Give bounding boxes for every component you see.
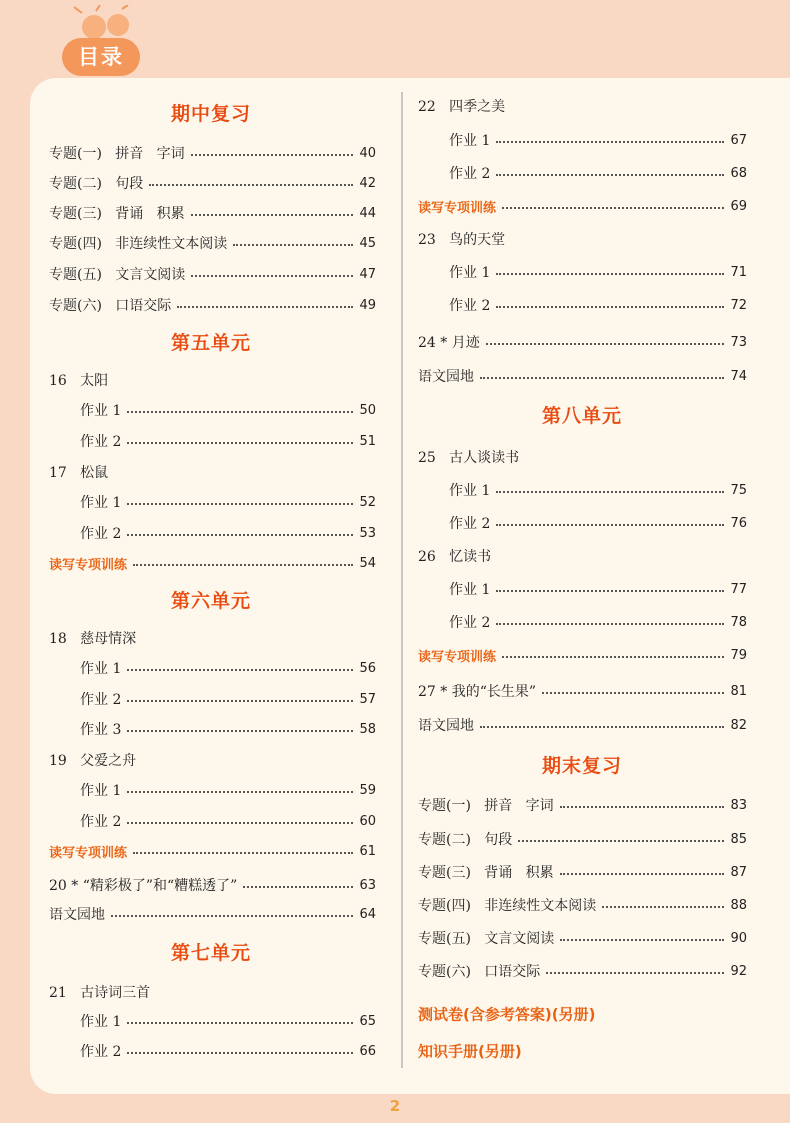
page-ref: 76 (730, 515, 747, 531)
lesson-title (418, 445, 747, 469)
page-ref: 85 (730, 831, 747, 847)
toc-entry (80, 429, 376, 453)
page-ref: 40 (359, 145, 376, 161)
entry-label: 专题(一) 拼音 字词 (418, 798, 554, 814)
toc-entry (80, 1039, 376, 1063)
entry-label: 作业 2 (80, 526, 122, 542)
page-ref: 57 (359, 691, 376, 707)
entry-label: 作业 1 (449, 483, 491, 499)
lesson-title (49, 748, 376, 772)
dot-leader (127, 1052, 353, 1054)
entry-label: 专题(五) 文言文阅读 (49, 267, 186, 283)
dot-leader (496, 141, 724, 143)
toc-entry (418, 194, 747, 218)
dot-leader (602, 906, 724, 908)
entry-label: 22 四季之美 (418, 99, 506, 115)
entry-label: 25 古人谈读书 (418, 450, 520, 466)
toc-entry (449, 128, 747, 152)
toc-entry (80, 1009, 376, 1033)
dot-leader (496, 524, 724, 526)
dot-leader (546, 972, 724, 974)
entry-label: 专题(二) 句段 (49, 176, 144, 192)
toc-entry (449, 161, 747, 185)
entry-label: 专题(六) 口语交际 (418, 964, 541, 980)
page-ref: 71 (730, 264, 747, 280)
page-ref: 61 (359, 843, 376, 859)
page-ref: 65 (359, 1013, 376, 1029)
entry-label: 专题(六) 口语交际 (49, 298, 172, 314)
entry-label: 作业 1 (80, 661, 122, 677)
toc-entry (418, 330, 747, 354)
page-ref: 69 (730, 198, 747, 214)
lesson-title (49, 626, 376, 650)
page-ref: 59 (359, 782, 376, 798)
entry-label: 作业 1 (449, 133, 491, 149)
entry-label: 18 慈母情深 (49, 631, 137, 647)
toc-entry (418, 713, 747, 737)
toc-entry (449, 293, 747, 317)
page-ref: 72 (730, 297, 747, 313)
page-ref: 53 (359, 525, 376, 541)
entry-label: 作业 2 (80, 814, 122, 830)
toc-entry (49, 839, 376, 863)
toc-entry (49, 231, 376, 255)
toc-entry (449, 610, 747, 634)
toc-entry (418, 860, 747, 884)
dot-leader (496, 174, 724, 176)
dot-leader (496, 623, 724, 625)
toc-entry (49, 262, 376, 286)
section-heading: 第五单元 (170, 332, 251, 354)
page-ref: 79 (730, 647, 747, 663)
entry-label: 21 古诗词三首 (49, 985, 151, 1001)
page-ref: 54 (359, 555, 376, 571)
dot-leader (133, 852, 353, 854)
dot-leader (496, 273, 724, 275)
entry-label: 语文园地 (418, 718, 474, 734)
entry-label: 作业 2 (80, 692, 122, 708)
dot-leader (560, 873, 725, 875)
supplement-entry: 测试卷(含参考答案)(另册) (418, 1005, 596, 1024)
dot-leader (480, 377, 724, 379)
dot-leader (243, 886, 353, 888)
toc-entry (418, 679, 747, 703)
page-ref: 83 (730, 797, 747, 813)
dot-leader (518, 840, 724, 842)
entry-label: 作业 1 (449, 582, 491, 598)
dot-leader (127, 700, 353, 702)
entry-label: 16 太阳 (49, 373, 109, 389)
toc-entry (80, 687, 376, 711)
dot-leader (149, 184, 353, 186)
entry-label: 作业 2 (449, 615, 491, 631)
toc-entry (49, 551, 376, 575)
entry-label: 作业 1 (80, 783, 122, 799)
page-ref: 67 (730, 132, 747, 148)
column-divider (401, 92, 403, 1068)
page-ref: 51 (359, 433, 376, 449)
toc-entry (418, 827, 747, 851)
entry-label: 27 * 我的“长生果” (418, 684, 537, 700)
toc-entry (80, 717, 376, 741)
entry-label: 专题(二) 句段 (418, 832, 513, 848)
toc-entry (418, 926, 747, 950)
page-ref: 64 (359, 906, 376, 922)
page-ref: 82 (730, 717, 747, 733)
entry-label: 19 父爱之舟 (49, 753, 137, 769)
dot-leader (542, 692, 724, 694)
toc-entry (80, 809, 376, 833)
entry-label: 作业 3 (80, 722, 122, 738)
page-ref: 87 (730, 864, 747, 880)
dot-leader (496, 590, 724, 592)
entry-label: 作业 1 (80, 1014, 122, 1030)
toc-entry (49, 171, 376, 195)
section-heading: 期中复习 (170, 103, 251, 125)
dot-leader (502, 207, 724, 209)
entry-label: 读写专项训练 (49, 557, 128, 573)
dot-leader (127, 442, 353, 444)
dot-leader (133, 564, 353, 566)
lesson-title (49, 460, 376, 484)
entry-label: 作业 2 (80, 1044, 122, 1060)
page-ref: 78 (730, 614, 747, 630)
dot-leader (191, 154, 354, 156)
entry-label: 作业 2 (449, 516, 491, 532)
page-ref: 42 (359, 175, 376, 191)
dot-leader (127, 730, 353, 732)
dot-leader (111, 915, 353, 917)
dot-leader (480, 726, 724, 728)
page-ref: 49 (359, 297, 376, 313)
entry-label: 作业 2 (80, 434, 122, 450)
toc-entry (449, 478, 747, 502)
page-ref: 50 (359, 402, 376, 418)
toc-entry (418, 643, 747, 667)
toc-entry (449, 260, 747, 284)
page-ref: 77 (730, 581, 747, 597)
toc-entry (449, 511, 747, 535)
entry-label: 作业 2 (449, 166, 491, 182)
page-ref: 60 (359, 813, 376, 829)
entry-label: 24 * 月迹 (418, 335, 480, 351)
page-ref: 68 (730, 165, 747, 181)
lesson-title (418, 94, 747, 118)
entry-label: 作业 2 (449, 298, 491, 314)
lesson-title (418, 227, 747, 251)
entry-label: 作业 1 (80, 495, 122, 511)
page-number: 2 (389, 1097, 401, 1115)
toc-entry (49, 201, 376, 225)
dot-leader (496, 306, 724, 308)
page-ref: 90 (730, 930, 747, 946)
page-ref: 74 (730, 368, 747, 384)
page-ref: 63 (359, 877, 376, 893)
lesson-title (418, 544, 747, 568)
page-ref: 66 (359, 1043, 376, 1059)
page-ref: 58 (359, 721, 376, 737)
dot-leader (127, 1022, 353, 1024)
entry-label: 17 松鼠 (49, 465, 109, 481)
dot-leader (502, 656, 724, 658)
entry-label: 语文园地 (418, 369, 474, 385)
page-ref: 75 (730, 482, 747, 498)
entry-label: 26 忆读书 (418, 549, 492, 565)
toc-entry (49, 902, 376, 926)
page-ref: 52 (359, 494, 376, 510)
page-ref: 73 (730, 334, 747, 350)
entry-label: 读写专项训练 (418, 649, 497, 665)
dot-leader (191, 275, 353, 277)
entry-label: 20 * “精彩极了”和“糟糕透了” (49, 878, 238, 894)
entry-label: 专题(四) 非连续性文本阅读 (418, 898, 597, 914)
section-heading: 第七单元 (170, 942, 251, 964)
dot-leader (233, 244, 353, 246)
toc-entry (418, 959, 747, 983)
dot-leader (127, 503, 353, 505)
dot-leader (560, 806, 725, 808)
entry-label: 作业 1 (80, 403, 122, 419)
section-heading: 第六单元 (170, 590, 251, 612)
dot-leader (191, 214, 354, 216)
toc-entry (49, 873, 376, 897)
toc-entry (49, 141, 376, 165)
entry-label: 读写专项训练 (418, 200, 497, 216)
dot-leader (127, 791, 353, 793)
entry-label: 语文园地 (49, 907, 105, 923)
entry-label: 专题(四) 非连续性文本阅读 (49, 236, 228, 252)
section-heading: 期末复习 (541, 755, 622, 777)
entry-label: 读写专项训练 (49, 845, 128, 861)
entry-label: 专题(三) 背诵 积累 (418, 865, 554, 881)
entry-label: 23 鸟的天堂 (418, 232, 506, 248)
contents-badge: 目录 (62, 38, 140, 76)
entry-label: 专题(三) 背诵 积累 (49, 206, 185, 222)
dot-leader (496, 491, 724, 493)
entry-label: 作业 1 (449, 265, 491, 281)
dot-leader (127, 534, 353, 536)
toc-entry (80, 778, 376, 802)
dot-leader (127, 822, 353, 824)
toc-entry (80, 521, 376, 545)
dot-leader (127, 669, 353, 671)
toc-entry (418, 893, 747, 917)
page-ref: 88 (730, 897, 747, 913)
toc-entry (80, 656, 376, 680)
toc-entry (418, 364, 747, 388)
entry-label: 专题(一) 拼音 字词 (49, 146, 185, 162)
toc-entry (449, 577, 747, 601)
page-ref: 47 (359, 266, 376, 282)
lesson-title (49, 980, 376, 1004)
dot-leader (177, 306, 353, 308)
dot-leader (560, 939, 724, 941)
page-ref: 81 (730, 683, 747, 699)
dot-leader (486, 343, 725, 345)
toc-entry (80, 490, 376, 514)
page-ref: 92 (730, 963, 747, 979)
toc-entry (80, 398, 376, 422)
lesson-title (49, 368, 376, 392)
section-heading: 第八单元 (541, 405, 622, 427)
dot-leader (127, 411, 353, 413)
page-ref: 44 (359, 205, 376, 221)
toc-entry (49, 293, 376, 317)
toc-entry (418, 793, 747, 817)
supplement-entry: 知识手册(另册) (418, 1042, 522, 1061)
page-ref: 45 (359, 235, 376, 251)
entry-label: 专题(五) 文言文阅读 (418, 931, 555, 947)
page-ref: 56 (359, 660, 376, 676)
